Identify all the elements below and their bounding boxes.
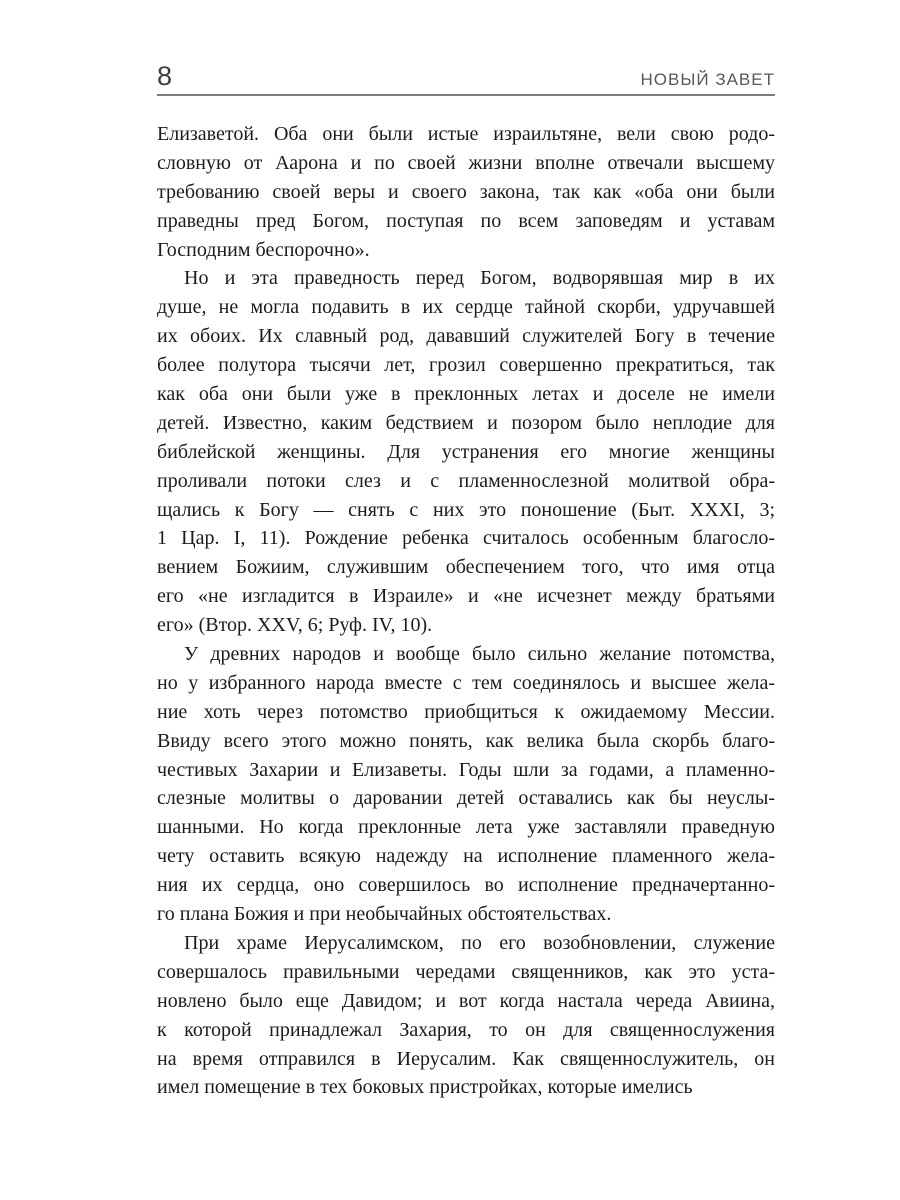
paragraph — [157, 120, 775, 264]
text-line: честивых Захарии и Елизаветы. Годы шли за годами, а пламенно- — [157, 758, 775, 781]
text-line: шанными. Но когда преклонные лета уже заставляли праведную — [157, 816, 775, 839]
running-title: НОВЫЙ ЗАВЕТ — [640, 70, 775, 89]
text-line: У древних народов и вообще было сильно желание потомства, — [184, 643, 775, 666]
text-line: совершалось правильными чередами священников, как это уста- — [157, 960, 775, 983]
page-number: 8 — [157, 61, 173, 91]
text-line: 1 Цар. I, 11). Рождение ребенка считалось особенным благосло- — [157, 527, 775, 550]
text-line: библейской женщины. Для устранения его многие женщины — [157, 440, 775, 463]
text-line: щались к Богу — снять с них это поношение (Быт. XXXI, 3; — [157, 498, 775, 521]
text-line: Господним беспорочно». — [157, 238, 370, 261]
text-line: новлено было еще Давидом; и вот когда настала череда Авиина, — [157, 989, 775, 1012]
text-line: праведны пред Богом, поступая по всем заповедям и уставам — [157, 209, 775, 232]
text-line: детей. Известно, каким бедствием и позором было неплодие для — [157, 411, 775, 434]
text-line: Но и эта праведность перед Богом, водворявшая мир в их — [184, 267, 775, 290]
text-block — [157, 120, 775, 1102]
text-line: имел помещение в тех боковых пристройках, которые имелись — [157, 1076, 693, 1099]
text-line: При храме Иерусалимском, по его возобновлении, служение — [184, 931, 775, 954]
text-line: ние хоть через потомство приобщиться к ожидаемому Мессии. — [157, 700, 775, 723]
text-line: вением Божиим, служившим обеспечением того, что имя отца — [157, 556, 775, 579]
text-line: более полутора тысячи лет, грозил совершенно прекратиться, так — [157, 354, 775, 377]
paragraph — [157, 264, 775, 640]
text-line: но у избранного народа вместе с тем соединялось и высшее жела- — [157, 671, 775, 694]
text-line: требованию своей веры и своего закона, так как «оба они были — [157, 180, 775, 203]
text-line: на время отправился в Иерусалим. Как священнослужитель, он — [157, 1047, 775, 1070]
paragraph — [157, 929, 775, 1102]
text-line: к которой принадлежал Захария, то он для священнослужения — [157, 1018, 775, 1041]
text-line: чету оставить всякую надежду на исполнение пламенного жела- — [157, 845, 775, 868]
text-line: словную от Аарона и по своей жизни вполне отвечали высшему — [157, 151, 775, 174]
text-line: го плана Божия и при необычайных обстоятельствах. — [157, 903, 612, 926]
text-line: слезные молитвы о даровании детей оставались как бы неуслы- — [157, 787, 775, 810]
text-line: Ввиду всего этого можно понять, как велика была скорбь благо- — [157, 729, 775, 752]
text-line: ния их сердца, оно совершилось во исполнение предначертанно- — [157, 874, 775, 897]
text-line: его «не изгладится в Израиле» и «не исчезнет между братьями — [157, 585, 775, 608]
paragraph — [157, 640, 775, 929]
text-line: душе, не могла подавить в их сердце тайной скорби, удручавшей — [157, 296, 775, 319]
text-line: как оба они были уже в преклонных летах и доселе не имели — [157, 383, 775, 406]
text-line: проливали потоки слез и с пламеннослезной молитвой обра- — [157, 469, 775, 492]
text-line: его» (Втор. XXV, 6; Руф. IV, 10). — [157, 614, 433, 637]
header-rule — [157, 94, 775, 96]
text-line: Елизаветой. Оба они были истые израильтяне, вели свою родо- — [157, 123, 775, 145]
text-line: их обоих. Их славный род, дававший служителей Богу в течение — [157, 325, 775, 348]
page-header — [157, 52, 775, 90]
